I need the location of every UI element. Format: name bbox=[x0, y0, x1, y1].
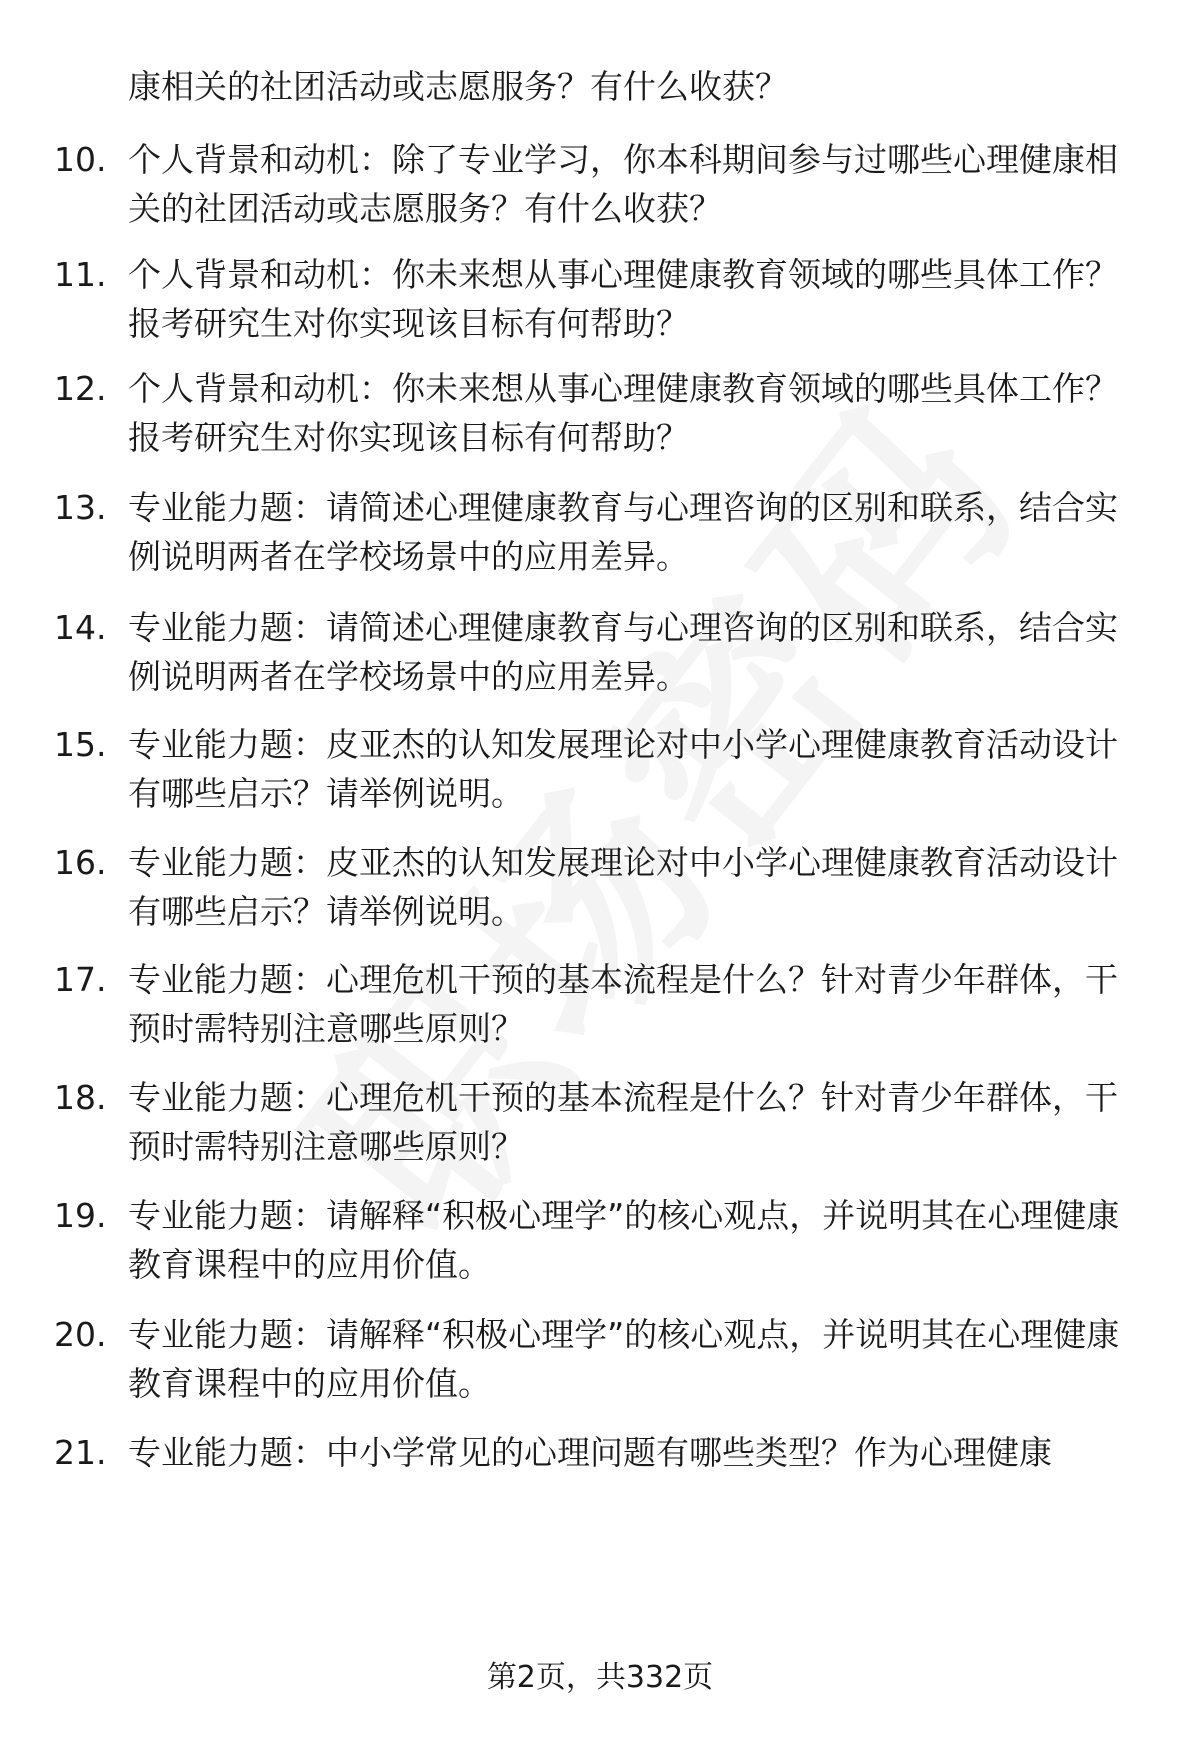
question-number: 11. bbox=[54, 255, 107, 294]
question-text: 专业能力题：心理危机干预的基本流程是什么？针对青少年群体，干预时需特别注意哪些原则？ bbox=[128, 1078, 1118, 1166]
page-number-footer: 第2页，共332页 bbox=[486, 1660, 714, 1695]
question-text: 专业能力题：心理危机干预的基本流程是什么？针对青少年群体，干预时需特别注意哪些原则？ bbox=[128, 960, 1118, 1048]
question-text: 专业能力题：请简述心理健康教育与心理咨询的区别和联系，结合实例说明两者在学校场景中的应用差异。 bbox=[128, 488, 1118, 576]
question-text: 专业能力题：皮亚杰的认知发展理论对中小学心理健康教育活动设计有哪些启示？请举例说明。 bbox=[128, 843, 1118, 931]
question-text: 个人背景和动机：你未来想从事心理健康教育领域的哪些具体工作？报考研究生对你实现该目标有何帮助？ bbox=[128, 255, 1118, 343]
question-number: 18. bbox=[54, 1078, 107, 1117]
question-number: 14. bbox=[54, 608, 107, 647]
question-text: 专业能力题：请解释“积极心理学”的核心观点，并说明其在心理健康教育课程中的应用价值。 bbox=[128, 1196, 1120, 1284]
question-text: 专业能力题：皮亚杰的认知发展理论对中小学心理健康教育活动设计有哪些启示？请举例说明。 bbox=[128, 725, 1118, 813]
question-text: 专业能力题：请解释“积极心理学”的核心观点，并说明其在心理健康教育课程中的应用价值。 bbox=[128, 1315, 1120, 1403]
continued-question-text: 康相关的社团活动或志愿服务？有什么收获？ bbox=[128, 67, 788, 106]
question-number: 21. bbox=[54, 1433, 107, 1472]
question-number: 19. bbox=[54, 1196, 107, 1235]
question-number: 16. bbox=[54, 843, 107, 882]
question-text: 专业能力题：请简述心理健康教育与心理咨询的区别和联系，结合实例说明两者在学校场景中的应用差异。 bbox=[128, 608, 1118, 696]
question-number: 13. bbox=[54, 488, 107, 527]
question-number: 12. bbox=[54, 369, 107, 408]
question-text: 专业能力题：中小学常见的心理问题有哪些类型？作为心理健康 bbox=[128, 1433, 1052, 1472]
question-number: 20. bbox=[54, 1315, 107, 1354]
question-text: 个人背景和动机：你未来想从事心理健康教育领域的哪些具体工作？报考研究生对你实现该目标有何帮助？ bbox=[128, 369, 1118, 457]
question-text: 个人背景和动机：除了专业学习，你本科期间参与过哪些心理健康相关的社团活动或志愿服务？有什么收获？ bbox=[128, 140, 1118, 228]
question-number: 17. bbox=[54, 960, 107, 999]
question-number: 10. bbox=[54, 140, 107, 179]
question-number: 15. bbox=[54, 725, 107, 764]
